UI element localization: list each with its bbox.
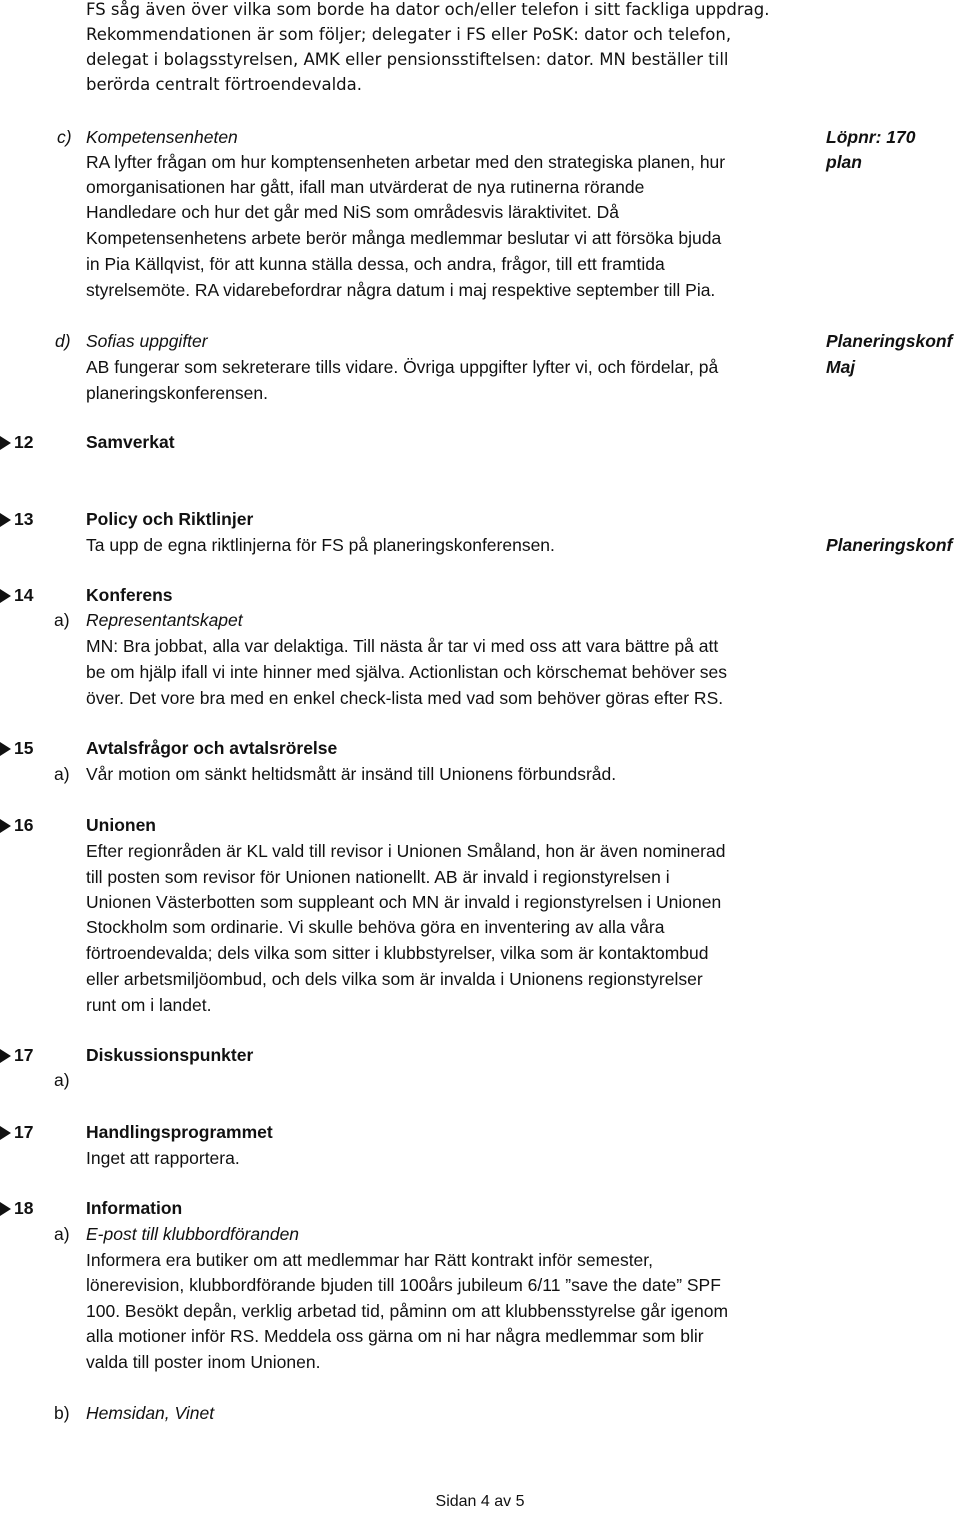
bullet-arrow-icon <box>0 589 11 603</box>
bullet-arrow-icon <box>0 436 11 450</box>
sub-letter: a) <box>54 1224 70 1244</box>
sub-title: E-post till klubbordföranden <box>86 1224 300 1244</box>
side-note: plan <box>826 152 862 172</box>
sub-letter: a) <box>54 764 70 784</box>
item-letter: d) <box>55 331 71 351</box>
item-title: Sofias uppgifter <box>86 331 208 351</box>
section-line: över. Det vore bra med en enkel check-lista med vad som behöver göras efter RS. <box>86 688 724 708</box>
sub-letter: b) <box>54 1403 70 1423</box>
bullet-arrow-icon <box>0 513 11 527</box>
section-line: Informera era butiker om att medlemmar har Rätt kontrakt inför semester, <box>86 1250 654 1270</box>
intro-line: FS såg även över vilka som borde ha dator och/eller telefon i sitt fackliga uppdrag. <box>86 0 770 19</box>
item-letter: c) <box>57 127 72 147</box>
section-number: 18 <box>14 1198 34 1218</box>
section-line: valda till poster inom Unionen. <box>86 1352 321 1372</box>
section-line: MN: Bra jobbat, alla var delaktiga. Till nästa år tar vi med oss att vara bättre på att <box>86 636 719 656</box>
item-line: RA lyfter frågan om hur komptensenheten arbetar med den strategiska planen, hur <box>86 152 726 172</box>
section-line: alla motioner inför RS. Meddela oss gärna om ni har några medlemmar som blir <box>86 1326 704 1346</box>
section-line: 100. Besökt depån, verklig arbetad tid, påminn om att klubbensstyrelse går igenom <box>86 1301 729 1321</box>
sub-letter: a) <box>54 610 70 630</box>
section-line: Ta upp de egna riktlinjerna för FS på planeringskonferensen. <box>86 535 555 555</box>
section-line: Unionen Västerbotten som suppleant och MN är invald i regionstyrelsen i Unionen <box>86 892 722 912</box>
item-line: styrelsemöte. RA vidarebefordrar några datum i maj respektive september till Pia. <box>86 280 716 300</box>
section-number: 15 <box>14 738 34 758</box>
item-line: in Pia Källqvist, för att kunna ställa dessa, och andra, frågor, till ett framtida <box>86 254 665 274</box>
section-title: Samverkat <box>86 432 175 452</box>
section-number: 13 <box>14 509 34 529</box>
section-title: Information <box>86 1198 183 1218</box>
bullet-arrow-icon <box>0 1126 11 1140</box>
bullet-arrow-icon <box>0 1202 11 1216</box>
section-line: Efter regionråden är KL vald till revisor i Unionen Småland, hon är även nominerad <box>86 841 726 861</box>
section-title: Diskussionspunkter <box>86 1045 254 1065</box>
item-line: omorganisationen har gått, ifall man utvärderat de nya rutinerna rörande <box>86 177 645 197</box>
section-line: Inget att rapportera. <box>86 1148 240 1168</box>
intro-line: Rekommendationen är som följer; delegater i FS eller PoSK: dator och telefon, <box>86 25 732 44</box>
bullet-arrow-icon <box>0 819 11 833</box>
section-line: be om hjälp ifall vi inte hinner med själva. Actionlistan och körschemat behöver ses <box>86 662 728 682</box>
item-line: Kompetensenhetens arbete berör många medlemmar beslutar vi att försöka bjuda <box>86 228 722 248</box>
item-line: Handledare och hur det går med NiS som områdesvis läraktivitet. Då <box>86 202 620 222</box>
section-number: 12 <box>14 432 34 452</box>
item-line: planeringskonferensen. <box>86 383 268 403</box>
section-number: 17 <box>14 1045 34 1065</box>
section-number: 16 <box>14 815 34 835</box>
section-title: Unionen <box>86 815 156 835</box>
section-line: runt om i landet. <box>86 995 212 1015</box>
intro-line: delegat i bolagsstyrelsen, AMK eller pensionsstiftelsen: dator. MN beställer till <box>86 50 729 69</box>
section-line: till posten som revisor för Unionen nationellt. AB är invald i regionstyrelsen i <box>86 867 670 887</box>
item-title: Kompetensenheten <box>86 127 238 147</box>
bullet-arrow-icon <box>0 1049 11 1063</box>
item-line: AB fungerar som sekreterare tills vidare. Övriga uppgifter lyfter vi, och fördelar, på <box>86 357 719 377</box>
side-note: Maj <box>826 357 856 377</box>
section-title: Konferens <box>86 585 173 605</box>
intro-line: berörda centralt förtroendevalda. <box>86 75 363 94</box>
section-line: förtroendevalda; dels vilka som sitter i klubbstyrelser, vilka som är kontaktombud <box>86 943 709 963</box>
section-number: 17 <box>14 1122 34 1142</box>
section-line: eller arbetsmiljöombud, och dels vilka som är invalda i Unionens regionstyrelser <box>86 969 703 989</box>
sub-title: Hemsidan, Vinet <box>86 1403 215 1423</box>
page-footer: Sidan 4 av 5 <box>435 1493 525 1510</box>
section-line: lönerevision, klubbordförande bjuden till 100års jubileum 6/11 ”save the date” SPF <box>86 1275 721 1295</box>
sub-title: Representantskapet <box>86 610 243 630</box>
side-note: Löpnr: 170 <box>826 127 916 147</box>
bullet-arrow-icon <box>0 742 11 756</box>
side-note: Planeringskonf <box>826 331 953 351</box>
section-line: Vår motion om sänkt heltidsmått är insänd till Unionens förbundsråd. <box>86 764 617 784</box>
section-line: Stockholm som ordinarie. Vi skulle behöva göra en inventering av alla våra <box>86 917 665 937</box>
section-number: 14 <box>14 585 34 605</box>
section-title: Handlingsprogrammet <box>86 1122 273 1142</box>
sub-letter: a) <box>54 1070 70 1090</box>
section-title: Policy och Riktlinjer <box>86 509 254 529</box>
side-note: Planeringskonf <box>826 535 953 555</box>
section-title: Avtalsfrågor och avtalsrörelse <box>86 738 338 758</box>
